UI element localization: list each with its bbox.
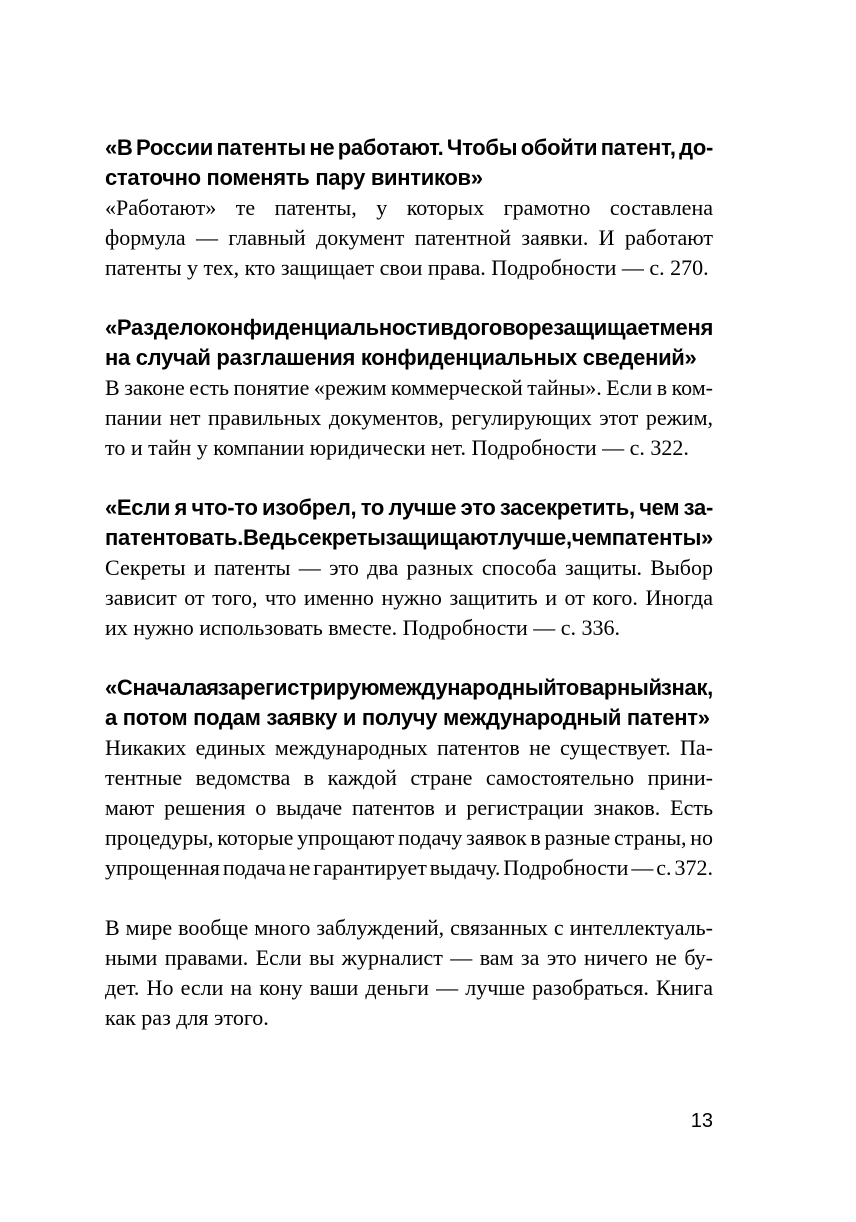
myth-heading: «Раздел о конфиденциальности в договоре защищает меня на случай разглашения конфиденциальных сведений» — [105, 315, 713, 370]
myth-heading: «Если я что-то изобрел, то лучше это засекретить, чем за- патентовать. Ведь секреты защищают лучше, чем патенты» — [105, 495, 713, 550]
myth-heading: «В России патенты не работают. Чтобы обойти патент, до- статочно поменять пару винтиков» — [105, 135, 713, 190]
myth-section-confidentiality-clause — [105, 313, 713, 463]
myth-heading: «Сначала я зарегистрирую международный товарный знак, а потом подам заявку и получу международный патент» — [105, 675, 713, 730]
myth-section-international-patent — [105, 673, 713, 883]
myth-body: Никаких единых международных патентов не существует. Па- тентные ведомства в каждой стране самостоятельно прини- мают решения о выдаче патентов и регистрации знаков. Есть процедуры, которые упрощают подачу заявок в разные страны, но упрощенная подача не гарантирует выдачу. Подробности — с. 372. — [105, 735, 713, 880]
myth-section-patents-dont-work — [105, 133, 713, 283]
myth-body: Секреты и патенты — это два разных способа защиты. Выбор зависит от того, что именно нужно защитить и от кого. Иногда их нужно использовать вместе. Подробности — с. 336. — [105, 555, 713, 640]
myth-body: «Работают» те патенты, у которых грамотно составлена формула — главный документ патентной заявки. И работают патенты у тех, кто защищает свои права. Подробности — с. 270. — [105, 195, 713, 280]
myth-section-secrets-vs-patents — [105, 493, 713, 643]
page-content — [105, 133, 713, 1033]
page-number: 13 — [690, 1110, 713, 1132]
closing-paragraph: В мире вообще много заблуждений, связанных с интеллектуаль- ными правами. Если вы журналист — вам за это ничего не бу- дет. Но если на кону ваши деньги — лучше разобраться. Книга как раз для этого. — [105, 915, 713, 1030]
myth-body: В законе есть понятие «режим коммерческой тайны». Если в ком- пании нет правильных документов, регулирующих этот режим, то и тайн у компании юридически нет. Подробности — с. 322. — [105, 375, 713, 460]
